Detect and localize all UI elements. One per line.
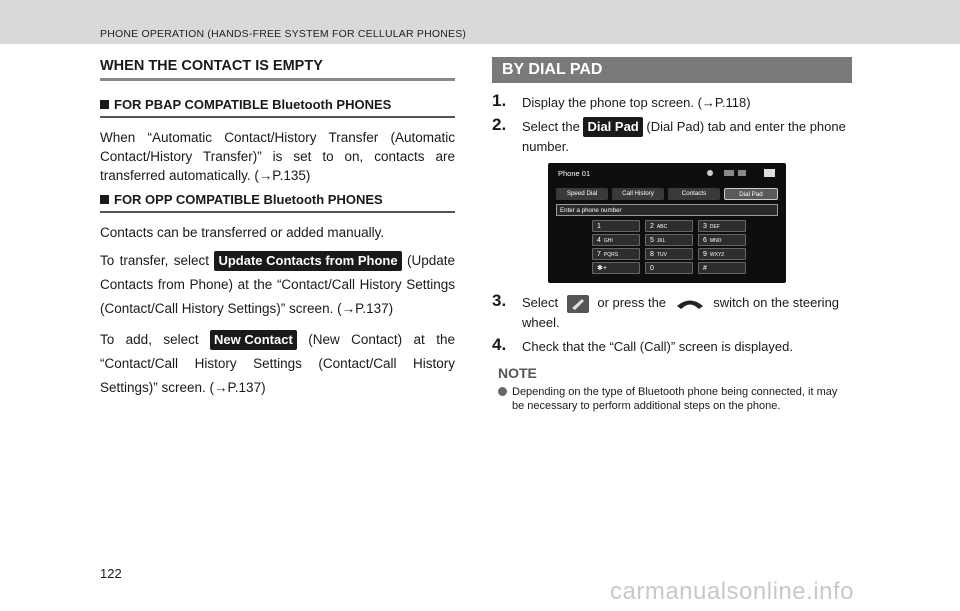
transfer-pre: To transfer, select (100, 253, 210, 268)
page-number: 122 (100, 566, 122, 581)
key-digit: 0 (650, 265, 654, 272)
transfer-post: (Update Contacts from Phone) at the “Contact/Call History Settings (Contact/Call History Settings)” screen. (→P.137) (100, 253, 455, 316)
right-column (492, 57, 852, 413)
add-paragraph (100, 328, 455, 400)
keypad-key (645, 262, 693, 274)
keypad-key (592, 234, 640, 246)
step-number: 3. (492, 291, 507, 310)
key-letters: PQRS (603, 252, 619, 258)
key-digit: 1 (597, 223, 601, 230)
status-icons (706, 168, 776, 178)
step-1 (492, 93, 852, 113)
step-number: 1. (492, 91, 507, 110)
dial-pad-tab-chip: Dial Pad (583, 117, 642, 137)
step-pre: Select the (522, 119, 580, 134)
bullet-square-icon (100, 100, 109, 109)
key-digit: 5 (650, 237, 654, 244)
bluetooth-icon (707, 170, 713, 176)
step-number: 4. (492, 335, 507, 354)
key-digit: 2 (650, 223, 654, 230)
step-4 (492, 337, 852, 357)
key-letters: JKL (656, 238, 666, 244)
keypad-key (645, 248, 693, 260)
signal-icon (724, 170, 734, 176)
add-pre: To add, select (100, 332, 199, 347)
phone-number-field: Enter a phone number (556, 204, 778, 216)
step-number: 2. (492, 115, 507, 134)
running-title: PHONE OPERATION (HANDS-FREE SYSTEM FOR CELLULAR PHONES) (100, 28, 467, 40)
key-letters: DEF (709, 224, 720, 230)
battery-icon (738, 170, 746, 176)
phone-screen-screenshot (548, 163, 786, 283)
keypad-key (698, 220, 746, 232)
keypad-key (698, 262, 746, 274)
keypad-key (645, 220, 693, 232)
key-digit: 7 (597, 251, 601, 258)
watermark: carmanualsonline.info (610, 578, 854, 605)
key-letters: GHI (603, 238, 613, 244)
key-digit: ✱+ (597, 265, 607, 272)
key-digit: 6 (703, 237, 707, 244)
dial-pad-section-title: BY DIAL PAD (492, 57, 852, 83)
keypad-key (592, 262, 640, 274)
tab-bar (556, 188, 778, 200)
key-digit: 9 (703, 251, 707, 258)
opp-paragraph: Contacts can be transferred or added manually. (100, 225, 385, 240)
key-digit: 8 (650, 251, 654, 258)
pbap-heading (100, 97, 455, 118)
step-post: switch on the steering wheel. (522, 295, 840, 330)
message-icon (764, 169, 775, 177)
tab-dial-pad: Dial Pad (724, 188, 778, 200)
keypad-key (645, 234, 693, 246)
note-item (498, 385, 852, 413)
key-letters: ABC (656, 224, 668, 230)
tab-call-history: Call History (612, 188, 664, 200)
key-letters: WXYZ (709, 252, 725, 258)
keypad-key (592, 248, 640, 260)
call-button-icon (567, 295, 589, 313)
header-bar (0, 0, 960, 44)
step-3 (492, 293, 852, 333)
step-post: (Dial Pad) tab and enter the phone number. (522, 119, 846, 154)
bullet-dot-icon (498, 387, 507, 396)
steering-phone-switch-icon (675, 297, 705, 311)
left-column (100, 58, 455, 407)
step-pre: Select (522, 295, 559, 310)
keypad-key (698, 234, 746, 246)
update-contacts-button: Update Contacts from Phone (214, 251, 401, 271)
step-text: Check that the “Call (Call)” screen is displayed. (522, 339, 793, 354)
tab-speed-dial: Speed Dial (556, 188, 608, 200)
key-letters: MNO (709, 238, 722, 244)
step-text: Display the phone top screen. (→P.118) (522, 95, 751, 110)
new-contact-button: New Contact (210, 330, 297, 350)
pbap-heading-text: FOR PBAP COMPATIBLE Bluetooth PHONES (114, 97, 392, 112)
tab-contacts: Contacts (668, 188, 720, 200)
note-title: NOTE (498, 365, 537, 381)
step-2 (492, 117, 852, 157)
keypad-key (698, 248, 746, 260)
transfer-paragraph (100, 249, 455, 321)
key-letters: TUV (656, 252, 667, 258)
keypad-key (592, 220, 640, 232)
bullet-square-icon (100, 195, 109, 204)
opp-heading (100, 192, 455, 213)
add-post: (New Contact) at the “Contact/Call History Settings (Contact/Call History Settings)” screen. (→P.137) (100, 332, 455, 395)
key-digit: # (703, 265, 707, 272)
screen-title: Phone 01 (558, 169, 591, 178)
opp-heading-text: FOR OPP COMPATIBLE Bluetooth PHONES (114, 192, 383, 207)
step-mid: or press the (597, 295, 667, 310)
key-digit: 4 (597, 237, 601, 244)
pbap-paragraph: When “Automatic Contact/History Transfer (Automatic Contact/History Transfer)” is set to on, contacts are transferred automatically. (→P.135) (100, 130, 455, 183)
note-text: Depending on the type of Bluetooth phone being connected, it may be necessary to perform additional steps on the phone. (512, 386, 838, 412)
section-title: WHEN THE CONTACT IS EMPTY (100, 58, 455, 81)
key-digit: 3 (703, 223, 707, 230)
